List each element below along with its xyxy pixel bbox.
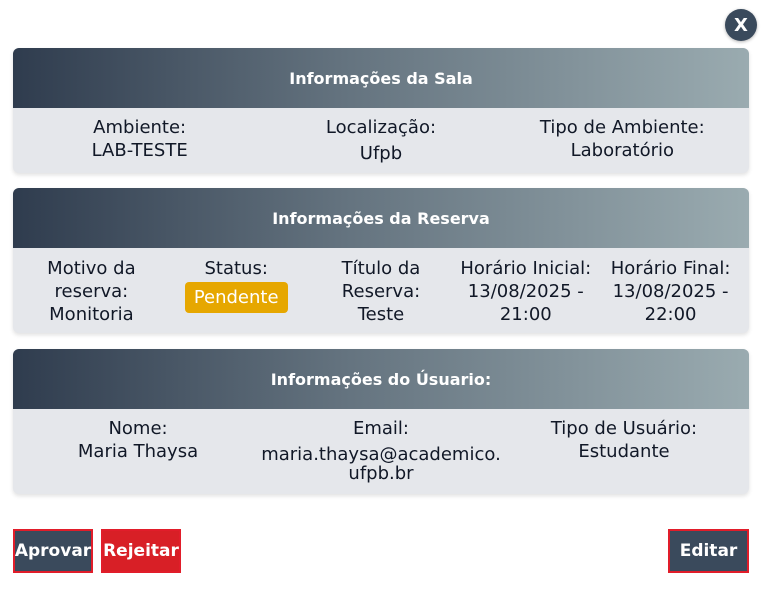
- reservation-titulo-label-line2: Reserva:: [341, 281, 421, 302]
- room-ambiente-value: LAB-TESTE: [91, 140, 188, 161]
- user-tipo-field: [505, 417, 743, 463]
- reservation-final-label: Horário Final:: [610, 258, 731, 279]
- reservation-motivo-label-line2: reserva:: [54, 281, 129, 302]
- reservation-motivo-label-line1: Motivo da: [47, 258, 136, 279]
- room-info-header: Informações da Sala: [13, 48, 749, 108]
- reservation-titulo-label-line1: Título da: [341, 258, 421, 279]
- user-email-value-line1: maria.thaysa@academico.: [261, 444, 501, 465]
- reservation-titulo-field: [309, 257, 454, 326]
- room-tipo-value: Laboratório: [570, 140, 675, 161]
- reservation-titulo-value: Teste: [357, 304, 405, 325]
- user-tipo-label: Tipo de Usuário:: [550, 418, 698, 439]
- reservation-status-label: Status:: [204, 258, 268, 279]
- user-email-value-line2: ufpb.br: [348, 463, 414, 484]
- user-email-field: [257, 417, 505, 485]
- user-email-label: Email:: [352, 418, 409, 439]
- reservation-info-header: Informações da Reserva: [13, 188, 749, 248]
- reservation-motivo-field: [19, 257, 164, 326]
- status-badge: Pendente: [185, 282, 288, 313]
- user-tipo-value: Estudante: [578, 441, 670, 462]
- room-tipo-label: Tipo de Ambiente:: [539, 117, 705, 138]
- reservation-final-field: [598, 257, 743, 326]
- reservation-inicio-label: Horário Inicial:: [460, 258, 592, 279]
- reservation-final-date: 13/08/2025 -: [612, 281, 729, 302]
- room-localizacao-value: Ufpb: [359, 143, 403, 164]
- room-info-card: [13, 48, 749, 173]
- user-nome-label: Nome:: [108, 418, 168, 439]
- approve-button[interactable]: Aprovar: [13, 529, 93, 573]
- reservation-status-field: [164, 257, 309, 313]
- reservation-inicio-field: [453, 257, 598, 326]
- reject-button[interactable]: Rejeitar: [101, 529, 181, 573]
- reservation-inicio-time: 21:00: [499, 304, 552, 325]
- room-ambiente-field: [20, 116, 260, 162]
- room-localizacao-field: [261, 116, 501, 165]
- user-nome-value: Maria Thaysa: [77, 441, 199, 462]
- close-button[interactable]: [725, 9, 757, 41]
- room-tipo-field: [502, 116, 742, 162]
- reservation-info-card: [13, 188, 749, 333]
- room-ambiente-label: Ambiente:: [93, 117, 187, 138]
- reservation-inicio-date: 13/08/2025 -: [467, 281, 584, 302]
- edit-button[interactable]: Editar: [668, 529, 749, 573]
- user-nome-field: [19, 417, 257, 463]
- room-localizacao-label: Localização:: [325, 117, 437, 138]
- reservation-final-time: 22:00: [644, 304, 697, 325]
- close-icon: X: [734, 14, 748, 36]
- user-info-header: Informações do Úsuario:: [13, 349, 749, 409]
- user-info-card: [13, 349, 749, 494]
- reservation-motivo-value: Monitoria: [49, 304, 134, 325]
